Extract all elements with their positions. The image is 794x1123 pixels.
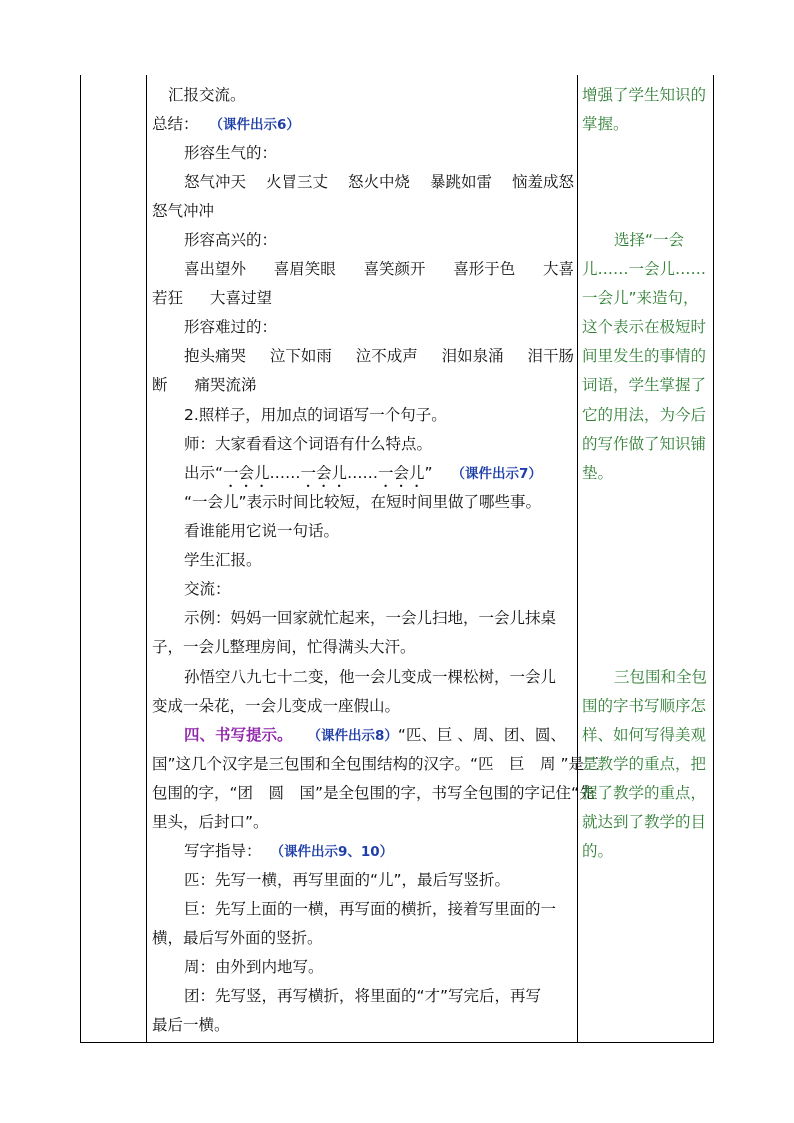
comment-2-line: 它的用法，为今后 [582,406,707,424]
angry-idioms-line [184,172,574,192]
happy-idioms-line-2 [152,288,272,308]
guide-pi: 匹：先写一横，再写里面的“儿”，最后写竖折。 [184,871,511,889]
idiom: 喜笑颜开 [363,260,426,278]
dotted-word: “一会儿……一会儿……一会儿” [215,464,433,482]
table-border-left [80,75,81,1043]
whocan-line: 看谁能用它说一句话。 [184,522,340,540]
example-1-line-1: 示例：妈妈一回家就忙起来，一会儿扫地，一会儿抹桌 [184,609,557,627]
idiom: 喜形于色 [453,260,516,278]
table-divider-1 [146,75,147,1043]
table-border-right [713,75,714,1043]
section-4-line-4: 里头，后封口”。 [152,813,269,831]
sad-idioms-line [184,346,574,366]
idiom: 大喜 [542,260,574,278]
teacher-line: 师：大家看看这个词语有什么特点。 [184,435,433,453]
idiom: 恼羞成怒 [511,173,574,191]
idiom: 火冒三丈 [265,173,328,191]
comment-3-line: 握了教学的重点， [582,784,707,802]
summary-line [152,114,300,135]
idiom-fragment: 若狂 [152,289,184,307]
courseware-tag-7: （课件出示7） [451,466,542,482]
report-line: 汇报交流。 [168,86,246,104]
comment-2-line: 儿……一会儿…… [582,260,707,278]
section-4-line-3: 包围的字，“团 圆 国”是全包围的字，书写全包围的字记住“先 [152,784,595,802]
comment-3-line: 就达到了教学的目 [582,813,707,831]
comment-2-line: 这个表示在极短时 [582,318,707,336]
example-2-line-1: 孙悟空八九七十二变，他一会儿变成一棵松树，一会儿 [184,668,557,686]
lesson-table [80,75,714,1043]
guide-ju-line-1: 巨：先写上面的一横，再写面的横折，接着写里面的一 [184,900,557,918]
comment-2-line: 选择“一会 [614,231,685,249]
show-line [184,463,542,491]
guide-tuan-line-1: 团：先写竖，再写横折，将里面的“才”写完后，再写 [184,987,542,1005]
comment-3-line: 围的字书写顺序怎 [582,697,707,715]
guide-ju-line-2: 横，最后写外面的竖折。 [152,929,323,947]
idiom: 怒火中烧 [347,173,410,191]
task-2: 2.照样子，用加点的词语写一个句子。 [184,406,447,424]
happy-idioms-line [184,259,574,279]
show-prefix: 出示 [184,464,216,482]
guide-tuan-line-2: 最后一横。 [152,1016,230,1034]
exchange-line: 交流： [184,580,231,598]
table-divider-2 [577,75,578,1043]
section-4-text: “匹、巨 、周、团、圆、 [397,726,566,744]
comment-3-line: 是教学的重点，把 [582,755,707,773]
idiom: 抱头痛哭 [184,347,247,365]
sad-heading: 形容难过的： [184,318,278,336]
comment-1-line: 增强了学生知识的 [582,86,707,104]
explain-line: “一会儿”表示时间比较短，在短时间里做了哪些事。 [184,493,542,511]
section-4-line-1 [184,725,566,746]
example-1-line-2: 子，一会儿整理房间，忙得满头大汗。 [152,638,416,656]
comment-2-line: 垫。 [582,464,614,482]
student-line: 学生汇报。 [184,551,262,569]
comment-2-line: 一会儿”来造句， [582,289,699,307]
comment-3-line: 三包围和全包 [614,668,708,686]
guide-label: 写字指导： [184,842,262,860]
comment-2-line: 间里发生的事情的 [582,347,707,365]
comment-3-line: 样、如何写得美观 [582,726,707,744]
angry-heading: 形容生气的： [184,144,278,162]
comment-2-line: 词语，学生掌握了 [582,376,707,394]
idiom: 怒气冲天 [184,173,247,191]
guide-line [184,841,393,862]
happy-heading: 形容高兴的： [184,231,278,249]
example-2-line-2: 变成一朵花，一会儿变成一座假山。 [152,697,401,715]
courseware-tag-6: （课件出示6） [209,117,300,133]
comment-2-line: 的写作做了知识铺 [582,435,707,453]
idiom-fragment: 断 [152,376,168,394]
section-4-title: 四、书写提示。 [184,726,293,744]
idiom: 痛哭流涕 [194,376,257,394]
comment-1-line: 掌握。 [582,115,629,133]
table-border-bottom [80,1042,714,1043]
angry-idioms-line-2: 怒气冲冲 [152,202,215,220]
idiom: 泪干肠 [527,347,574,365]
idiom: 泣不成声 [355,347,418,365]
courseware-tag-8: （课件出示8） [307,728,398,744]
idiom: 泪如泉涌 [441,347,504,365]
idiom: 泣下如雨 [269,347,332,365]
idiom: 喜眉笑眼 [273,260,336,278]
idiom: 暴跳如雷 [429,173,492,191]
section-4-line-2: 国”这几个汉字是三包围和全包围结构的汉字。“匹 巨 周 ”是三 [152,755,600,773]
guide-zhou: 周：由外到内地写。 [184,958,324,976]
courseware-tag-9-10: （课件出示9、10） [270,844,394,860]
idiom: 大喜过望 [209,289,272,307]
idiom: 喜出望外 [184,260,247,278]
comment-3-line: 的。 [582,842,614,860]
sad-idioms-line-2 [152,375,256,395]
summary-label: 总结： [152,115,199,133]
